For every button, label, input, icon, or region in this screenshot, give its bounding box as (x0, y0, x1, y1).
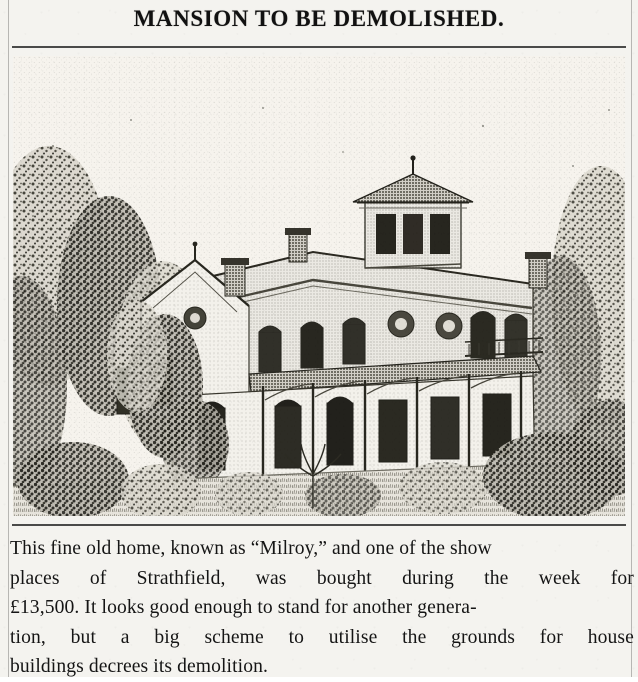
left-column-rule (8, 0, 9, 677)
caption-word: Strathfield, (136, 567, 226, 589)
page-title: MANSION TO BE DEMOLISHED. (133, 6, 505, 31)
illustration-figure (13, 56, 625, 516)
divider-below-illustration (12, 524, 626, 526)
mansion-engraving (13, 56, 625, 516)
caption-word: scheme (204, 626, 264, 648)
caption-word: the (484, 567, 509, 589)
caption-line-4 (10, 623, 634, 653)
figure-caption (10, 534, 638, 682)
caption-word: but (70, 626, 96, 648)
caption-word: to (288, 626, 305, 648)
caption-word: week (538, 567, 581, 589)
caption-word: big (154, 626, 180, 648)
caption-line-5: buildings decrees its demolition. (10, 656, 268, 677)
caption-word: of (89, 567, 107, 589)
caption-word: during (402, 567, 454, 589)
caption-line-1: This fine old home, known as “Milroy,” and one of the show (10, 538, 492, 559)
divider-above-illustration (12, 46, 626, 48)
caption-word: utilise (328, 626, 378, 648)
caption-word: the (402, 626, 427, 648)
caption-word: grounds (451, 626, 515, 648)
caption-word: tion, (10, 626, 46, 648)
caption-word: places (10, 567, 60, 589)
caption-line-2 (10, 564, 634, 594)
caption-word: a (120, 626, 130, 648)
caption-word: house (587, 626, 634, 648)
caption-word: for (539, 626, 563, 648)
caption-word: was (255, 567, 287, 589)
caption-word: for (610, 567, 634, 589)
caption-word: bought (316, 567, 372, 589)
caption-line-3: £13,500. It looks good enough to stand for another genera- (10, 597, 477, 618)
